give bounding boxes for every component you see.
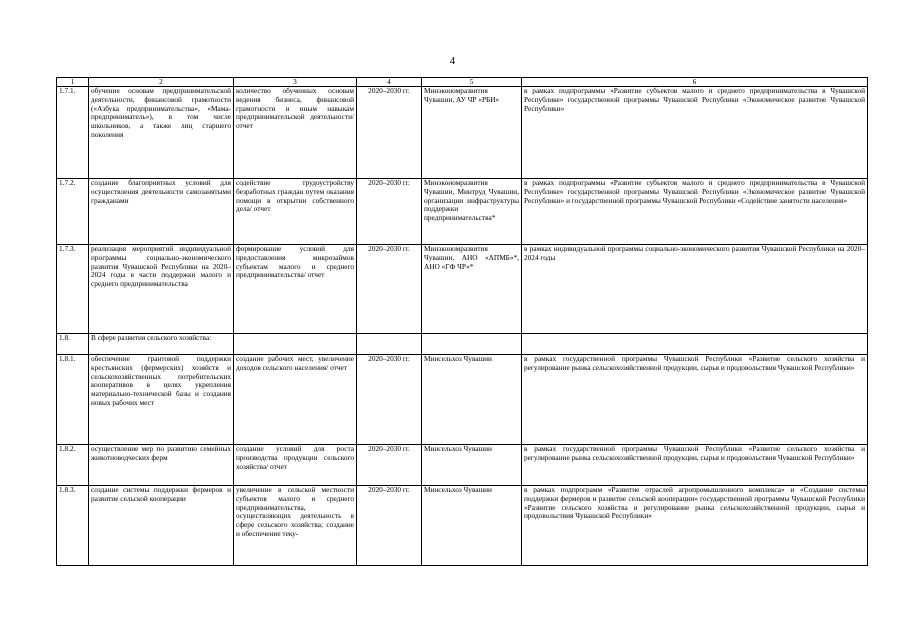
- table-row: [57, 355, 868, 445]
- activity-cell: В сфере развития сельского хозяйства:: [89, 334, 234, 355]
- table-row: [57, 179, 868, 245]
- activity-cell: создание благоприятных условий для осуществления деятельности самозанятыми гражданами: [89, 179, 234, 245]
- period-cell: 2020–2030 гг.: [357, 445, 422, 486]
- period-cell: 2020–2030 гг.: [357, 87, 422, 179]
- period-cell: 2020–2030 гг.: [357, 245, 422, 334]
- table-row: [57, 87, 868, 179]
- period-cell: 2020–2030 гг.: [357, 486, 422, 566]
- activity-cell: осуществление мер по развитию семейных животноводческих ферм: [89, 445, 234, 486]
- executor-cell: Минсельхоз Чувашии: [422, 486, 522, 566]
- executor-cell: [422, 334, 522, 355]
- activity-cell: обучение основам предпринимательской деятельности, финансовой грамотности («Азбука предпринимательства», «Мама-предприниматель»), в том числе школьников, а также лиц старшего поколения: [89, 87, 234, 179]
- table-row: [57, 445, 868, 486]
- header-col-2: 2: [89, 78, 234, 87]
- note-cell: [522, 334, 868, 355]
- table-row: [57, 334, 868, 355]
- header-col-6: 6: [522, 78, 868, 87]
- executor-cell: Минсельхоз Чувашии: [422, 355, 522, 445]
- indicator-cell: создание условий для роста производства продукции сельского хозяйства/ отчет: [234, 445, 357, 486]
- header-col-3: 3: [234, 78, 357, 87]
- activity-cell: создание системы поддержки фермеров и развитие сельской кооперации: [89, 486, 234, 566]
- page-number: 4: [449, 55, 456, 67]
- indicator-cell: формирование условий для предоставления микрозаймов субъектам малого и среднего предпринимательства/ отчет: [234, 245, 357, 334]
- period-cell: 2020–2030 гг.: [357, 355, 422, 445]
- note-cell: в рамках государственной программы Чувашской Республики «Развитие сельского хозяйства и регулирование рынка сельскохозяйственной продукции, сырья и продовольствия Чувашской Республики»: [522, 355, 868, 445]
- activity-cell: реализация мероприятий индивидуальной программы социально-экономического развития Чувашской Республики на 2020–2024 годы в части поддержки малого и среднего предпринимательства: [89, 245, 234, 334]
- row-number: 1.7.2.: [57, 179, 89, 245]
- row-number: 1.8.2.: [57, 445, 89, 486]
- row-number: 1.8.1.: [57, 355, 89, 445]
- header-col-4: 4: [357, 78, 422, 87]
- note-cell: в рамках подпрограммы «Развитие субъектов малого и среднего предпринимательства в Чувашской Республике» государственной программы Чувашской Республики «Экономическое развитие Чувашской Республики» и государственной программы Чувашской Республики «Содействие занятости населения»: [522, 179, 868, 245]
- indicator-cell: содействие трудоустройству безработных граждан путем оказания помощи в открытии собственного дела/ отчет: [234, 179, 357, 245]
- measures-table: [56, 77, 868, 566]
- table-row: [57, 486, 868, 566]
- indicator-cell: количество обученных основам ведения бизнеса, финансовой грамотности и иным навыкам предпринимательской деятельности/ отчет: [234, 87, 357, 179]
- executor-cell: Минэкономразвития Чувашии, АУ ЧР «РБИ»: [422, 87, 522, 179]
- header-col-5: 5: [422, 78, 522, 87]
- note-cell: в рамках государственной программы Чувашской Республики «Развитие сельского хозяйства и регулирование рынка сельскохозяйственной продукции, сырья и продовольствия Чувашской Республики»: [522, 445, 868, 486]
- row-number: 1.7.1.: [57, 87, 89, 179]
- executor-cell: Минсельхоз Чувашии: [422, 445, 522, 486]
- table-row: [57, 245, 868, 334]
- row-number: 1.8.3.: [57, 486, 89, 566]
- header-col-1: 1: [57, 78, 89, 87]
- period-cell: 2020–2030 гг.: [357, 179, 422, 245]
- indicator-cell: [234, 334, 357, 355]
- executor-cell: Минэкономразвития Чувашии, АНО «АПМБ»*, АНО «ГФ ЧР»*: [422, 245, 522, 334]
- note-cell: в рамках подпрограмм «Развитие отраслей агропромышленного комплекса» и «Создание системы поддержки фермеров и развитие сельской кооперации» государственной программы Чувашской Республики «Развитие сельского хозяйства и регулирование рынка сельскохозяйственной продукции, сырья и продовольствия Чувашской Республики»: [522, 486, 868, 566]
- note-cell: в рамках подпрограммы «Развитие субъектов малого и среднего предпринимательства в Чувашской Республике» государственной программы Чувашской Республики «Экономическое развитие Чувашской Республики»: [522, 87, 868, 179]
- activity-cell: обеспечение грантовой поддержки крестьянских (фермерских) хозяйств и сельскохозяйственных потребительских кооперативов в целях укрепления материально-технической базы и создания новых рабочих мест: [89, 355, 234, 445]
- row-number: 1.8.: [57, 334, 89, 355]
- indicator-cell: увеличение в сельской местности субъектов малого и среднего предпринимательства, осуществляющих деятельность в сфере сельского хозяйства; создание и обеспечение теку-: [234, 486, 357, 566]
- row-number: 1.7.3.: [57, 245, 89, 334]
- period-cell: [357, 334, 422, 355]
- indicator-cell: создание рабочих мест, увеличение доходов сельского населения/ отчет: [234, 355, 357, 445]
- executor-cell: Минэкономразвития Чувашии, Минтруд Чувашии, организации инфраструктуры поддержки предпринимательства*: [422, 179, 522, 245]
- note-cell: в рамках индивидуальной программы социально-экономического развития Чувашской Республики на 2020–2024 годы: [522, 245, 868, 334]
